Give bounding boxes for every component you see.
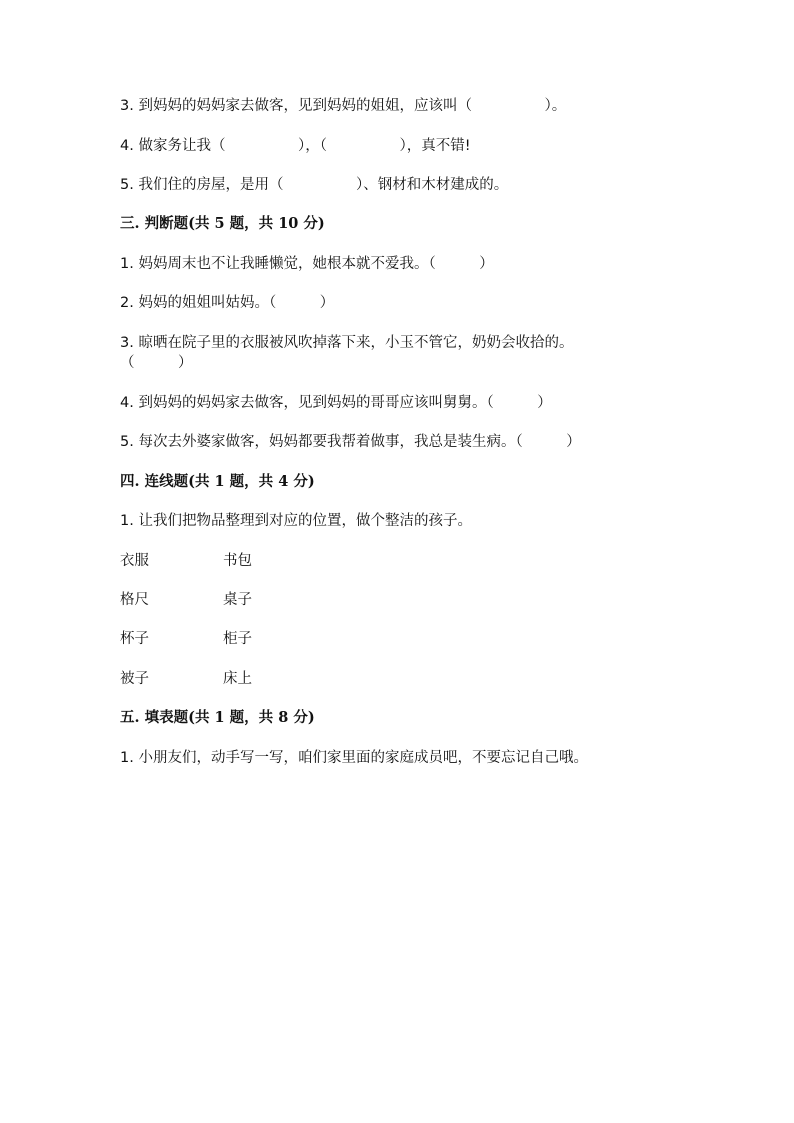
question-matching-1: 1. 让我们把物品整理到对应的位置，做个整洁的孩子。 [120, 513, 472, 529]
question-judge-3: 3. 晾晒在院子里的衣服被风吹掉落下来，小玉不管它，奶奶会收拾的。（ ） [120, 335, 574, 371]
matching-right-item: 床上 [223, 671, 252, 687]
section-heading-table: 五. 填表题(共 1 题，共 8 分) [120, 709, 315, 726]
question-table-1: 1. 小朋友们，动手写一写，咱们家里面的家庭成员吧，不要忘记自己哦。 [120, 750, 588, 766]
question-judge-4: 4. 到妈妈的妈妈家去做客，见到妈妈的哥哥应该叫舅舅。（ ） [120, 395, 552, 411]
section-heading-matching: 四. 连线题(共 1 题，共 4 分) [120, 473, 315, 490]
matching-left-item: 格尺 [120, 592, 149, 608]
question-judge-1: 1. 妈妈周末也不让我睡懒觉，她根本就不爱我。（ ） [120, 256, 494, 272]
question-judge-5: 5. 每次去外婆家做客，妈妈都要我帮着做事，我总是装生病。（ ） [120, 434, 581, 450]
matching-left-item: 杯子 [120, 631, 149, 647]
question-fill-5: 5. 我们住的房屋，是用（ ）、钢材和木材建成的。 [120, 177, 509, 193]
question-fill-3: 3. 到妈妈的妈妈家去做客，见到妈妈的姐姐，应该叫（ ）。 [120, 98, 567, 114]
matching-left-item: 被子 [120, 671, 149, 687]
question-fill-4: 4. 做家务让我（ ），（ ），真不错! [120, 138, 471, 154]
question-judge-2: 2. 妈妈的姐姐叫姑妈。（ ） [120, 295, 335, 311]
matching-right-item: 柜子 [223, 631, 252, 647]
matching-right-item: 桌子 [223, 592, 252, 608]
matching-left-item: 衣服 [120, 553, 149, 569]
matching-right-item: 书包 [223, 553, 252, 569]
section-heading-judgment: 三. 判断题(共 5 题，共 10 分) [120, 215, 325, 232]
